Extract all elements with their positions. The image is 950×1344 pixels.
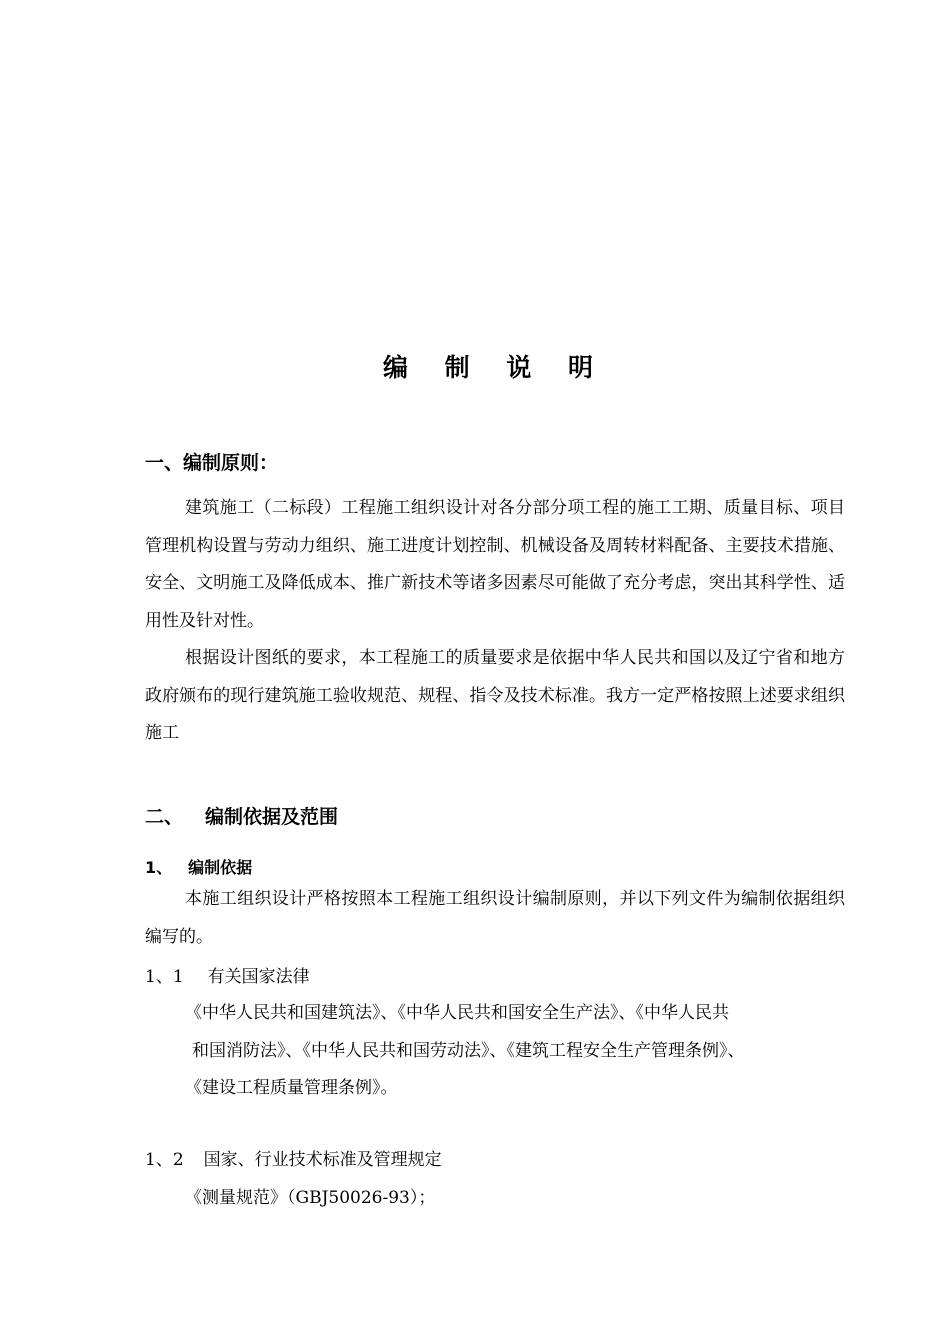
laws-line-2: 和国消防法》、《中华人民共和国劳动法》、《建筑工程安全生产管理条例》、 — [192, 1041, 745, 1061]
subsection-1-heading — [145, 855, 252, 878]
document-title: 编 制 说 明 — [382, 353, 608, 382]
standard-line-1: 《测量规范》（GBJ50026-93）； — [185, 1188, 436, 1208]
item-1-1-title: 有关国家法律 — [207, 967, 310, 987]
section-1-heading: 一、编制原则： — [145, 452, 279, 474]
laws-line-3: 《建设工程质量管理条例》。 — [185, 1078, 398, 1098]
section-2-heading-number: 二、 — [145, 806, 184, 828]
section-1-paragraph-2: 根据设计图纸的要求，本工程施工的质量要求是依据中华人民共和国以及辽宁省和地方政府颁布的现行建筑施工验收规范、规程、指令及技术标准。我方一定严格按照上述要求组织施工 — [145, 648, 845, 743]
section-2-heading — [145, 802, 338, 829]
item-1-2-heading — [145, 1145, 442, 1170]
subsection-1-title: 编制依据 — [188, 858, 253, 877]
section-1-paragraph-1: 建筑施工（二标段）工程施工组织设计对各分部分项工程的施工工期、质量目标、项目管理机构设置与劳动力组织、施工进度计划控制、机械设备及周转材料配备、主要技术措施、安全、文明施工及降低成本、推广新技术等诸多因素尽可能做了充分考虑，突出其科学性、适用性及针对性。 — [145, 498, 845, 631]
section-2-heading-text: 编制依据及范围 — [205, 806, 339, 828]
item-1-1-heading — [145, 962, 310, 987]
subsection-1-paragraph: 本施工组织设计严格按照本工程施工组织设计编制原则，并以下列文件为编制依据组织编写的。 — [145, 889, 845, 947]
item-1-1-number: 1、1 — [145, 967, 184, 987]
subsection-1-number: 1、 — [145, 858, 173, 877]
item-1-2-title: 国家、行业技术标准及管理规定 — [203, 1150, 442, 1170]
laws-line-1: 《中华人民共和国建筑法》、《中华人民共和国安全生产法》、《中华人民共 — [185, 1003, 729, 1023]
item-1-2-number: 1、2 — [145, 1150, 184, 1170]
